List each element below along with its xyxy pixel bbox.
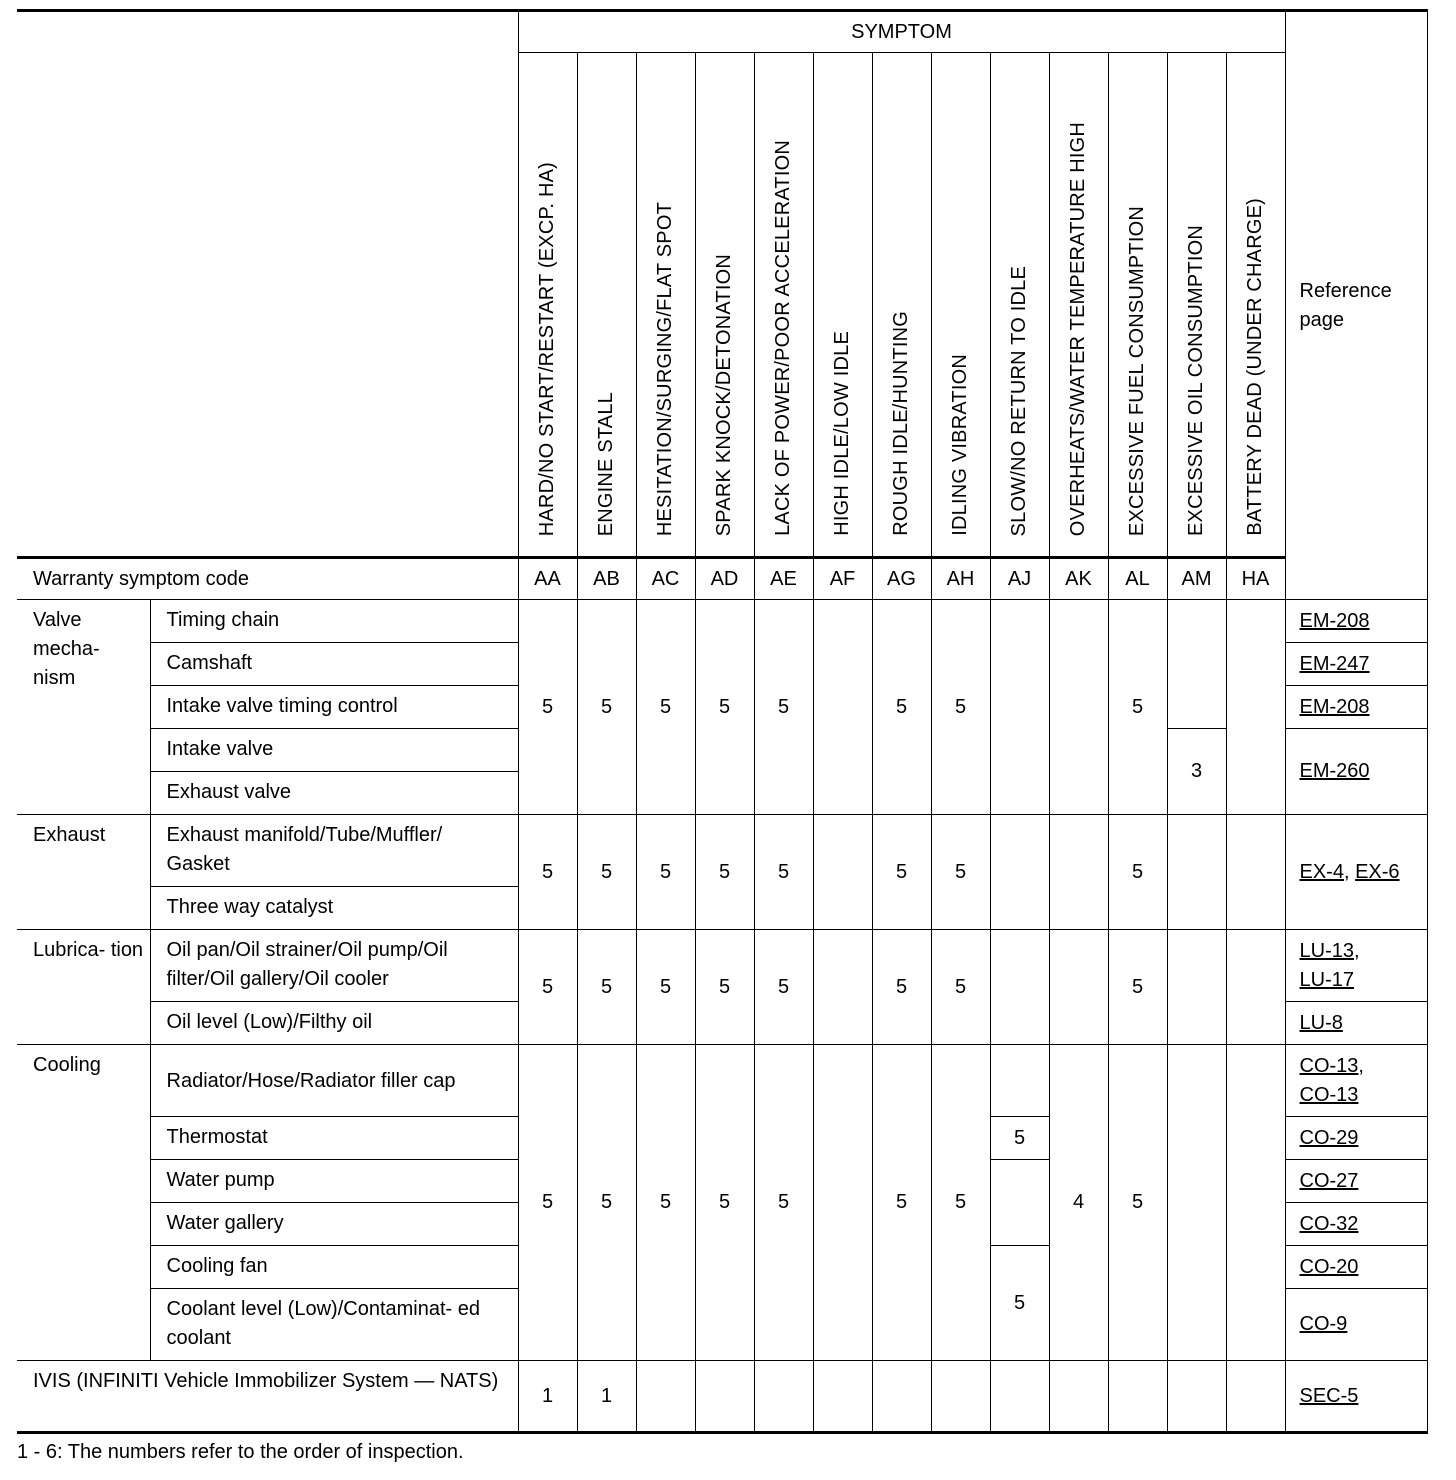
value-cell-empty bbox=[813, 1361, 872, 1433]
value-cell: 5 bbox=[931, 815, 990, 930]
value-cell: 4 bbox=[1049, 1045, 1108, 1361]
value-cell-empty bbox=[1226, 600, 1285, 815]
value-cell: 5 bbox=[695, 815, 754, 930]
category-exhaust: Exhaust bbox=[17, 815, 150, 930]
reference-page-header bbox=[1285, 11, 1427, 600]
value-cell-empty bbox=[1049, 1361, 1108, 1433]
symptom-col-ah: IDLING VIBRATION bbox=[931, 53, 990, 558]
value-cell-empty bbox=[813, 600, 872, 815]
value-cell-empty bbox=[990, 1160, 1049, 1246]
symptom-col-af: HIGH IDLE/LOW IDLE bbox=[813, 53, 872, 558]
value-cell-empty bbox=[990, 1361, 1049, 1433]
value-cell: 5 bbox=[931, 600, 990, 815]
value-cell-empty bbox=[813, 815, 872, 930]
ref-link[interactable]: CO-29 bbox=[1285, 1117, 1427, 1160]
value-cell: 5 bbox=[754, 815, 813, 930]
ref-link[interactable]: CO-20 bbox=[1285, 1246, 1427, 1289]
value-cell-empty bbox=[1226, 815, 1285, 930]
symptom-col-ha: BATTERY DEAD (UNDER CHARGE) bbox=[1226, 53, 1285, 558]
item-radiator: Radiator/Hose/Radiator filler cap bbox=[150, 1045, 518, 1117]
category-lubrication: Lubrica- tion bbox=[17, 930, 150, 1045]
ref-link[interactable]: CO-32 bbox=[1285, 1203, 1427, 1246]
item-timing-chain: Timing chain bbox=[150, 600, 518, 643]
value-cell: 5 bbox=[990, 1246, 1049, 1361]
ref-link-group: EX-4, EX-6 bbox=[1285, 815, 1427, 930]
value-cell: 5 bbox=[1108, 815, 1167, 930]
value-cell: 5 bbox=[754, 930, 813, 1045]
value-cell-empty bbox=[1167, 815, 1226, 930]
value-cell-empty bbox=[813, 1045, 872, 1361]
item-three-way-catalyst: Three way catalyst bbox=[150, 887, 518, 930]
value-cell: 5 bbox=[754, 600, 813, 815]
ref-link[interactable]: LU-8 bbox=[1285, 1002, 1427, 1045]
item-oil-level: Oil level (Low)/Filthy oil bbox=[150, 1002, 518, 1045]
ref-link[interactable]: EM-208 bbox=[1285, 600, 1427, 643]
ref-link[interactable]: EM-208 bbox=[1285, 686, 1427, 729]
warranty-code: AG bbox=[872, 558, 931, 600]
symptom-col-am: EXCESSIVE OIL CONSUMPTION bbox=[1167, 53, 1226, 558]
warranty-code: AB bbox=[577, 558, 636, 600]
symptom-col-ac: HESITATION/SURGING/FLAT SPOT bbox=[636, 53, 695, 558]
value-cell-empty bbox=[990, 815, 1049, 930]
item-camshaft: Camshaft bbox=[150, 643, 518, 686]
value-cell-empty bbox=[1226, 1361, 1285, 1433]
symptom-col-ae: LACK OF POWER/POOR ACCELERATION bbox=[754, 53, 813, 558]
value-cell: 5 bbox=[872, 600, 931, 815]
ref-link[interactable]: EX-4 bbox=[1299, 860, 1344, 883]
value-cell-empty bbox=[1049, 600, 1108, 815]
ref-link[interactable]: CO-13 bbox=[1299, 1054, 1359, 1077]
value-cell: 5 bbox=[636, 1045, 695, 1361]
ref-link[interactable]: EM-247 bbox=[1285, 643, 1427, 686]
value-cell: 5 bbox=[577, 815, 636, 930]
warranty-code: AL bbox=[1108, 558, 1167, 600]
value-cell: 5 bbox=[577, 600, 636, 815]
symptom-col-aa: HARD/NO START/RESTART (EXCP. HA) bbox=[518, 53, 577, 558]
value-cell-empty bbox=[990, 1045, 1049, 1117]
value-cell: 5 bbox=[636, 815, 695, 930]
value-cell: 5 bbox=[1108, 600, 1167, 815]
header-blank-cell bbox=[17, 11, 518, 558]
ref-link[interactable]: SEC-5 bbox=[1285, 1361, 1427, 1433]
value-cell-empty bbox=[1167, 930, 1226, 1045]
value-cell-empty bbox=[1049, 930, 1108, 1045]
value-cell-empty bbox=[1167, 1045, 1226, 1361]
warranty-code: AC bbox=[636, 558, 695, 600]
value-cell: 3 bbox=[1167, 729, 1226, 815]
footer-note: 1 - 6: The numbers refer to the order of inspection. bbox=[17, 1441, 464, 1463]
symptom-col-aj: SLOW/NO RETURN TO IDLE bbox=[990, 53, 1049, 558]
warranty-code: AM bbox=[1167, 558, 1226, 600]
value-cell: 5 bbox=[1108, 930, 1167, 1045]
warranty-code: AA bbox=[518, 558, 577, 600]
value-cell-empty bbox=[1167, 600, 1226, 729]
reference-page-label: Reference page bbox=[1299, 279, 1392, 331]
warranty-label: Warranty symptom code bbox=[17, 558, 518, 600]
value-cell: 5 bbox=[754, 1045, 813, 1361]
value-cell-empty bbox=[990, 930, 1049, 1045]
value-cell: 5 bbox=[695, 600, 754, 815]
value-cell: 5 bbox=[990, 1117, 1049, 1160]
ref-link[interactable]: EM-260 bbox=[1285, 729, 1427, 815]
value-cell-empty bbox=[990, 600, 1049, 815]
warranty-code: HA bbox=[1226, 558, 1285, 600]
warranty-code: AD bbox=[695, 558, 754, 600]
value-cell: 5 bbox=[931, 1045, 990, 1361]
item-intake-valve-timing-control: Intake valve timing control bbox=[150, 686, 518, 729]
ref-link[interactable]: LU-13 bbox=[1299, 939, 1354, 962]
warranty-code: AJ bbox=[990, 558, 1049, 600]
symptom-col-ak: OVERHEATS/WATER TEMPERATURE HIGH bbox=[1049, 53, 1108, 558]
symptom-col-ag: ROUGH IDLE/HUNTING bbox=[872, 53, 931, 558]
item-cooling-fan: Cooling fan bbox=[150, 1246, 518, 1289]
value-cell: 5 bbox=[695, 930, 754, 1045]
symptom-header: SYMPTOM bbox=[518, 11, 1285, 53]
warranty-code: AH bbox=[931, 558, 990, 600]
warranty-code: AF bbox=[813, 558, 872, 600]
value-cell: 5 bbox=[872, 815, 931, 930]
value-cell: 5 bbox=[931, 930, 990, 1045]
ref-link[interactable]: LU-17 bbox=[1299, 968, 1354, 991]
value-cell-empty bbox=[695, 1361, 754, 1433]
value-cell-empty bbox=[1226, 930, 1285, 1045]
item-oil-pan: Oil pan/Oil strainer/Oil pump/Oil filter/Oil gallery/Oil cooler bbox=[150, 930, 518, 1002]
ref-link[interactable]: CO-9 bbox=[1285, 1289, 1427, 1361]
item-coolant-level: Coolant level (Low)/Contaminat- ed coolant bbox=[150, 1289, 518, 1361]
value-cell-empty bbox=[931, 1361, 990, 1433]
value-cell: 5 bbox=[518, 1045, 577, 1361]
category-valve-mechanism: Valve mecha- nism bbox=[17, 600, 150, 815]
ref-link[interactable]: EX-6 bbox=[1355, 860, 1400, 883]
symptom-col-ad: SPARK KNOCK/DETONATION bbox=[695, 53, 754, 558]
ref-link[interactable]: CO-13 bbox=[1299, 1083, 1359, 1106]
value-cell: 5 bbox=[518, 930, 577, 1045]
value-cell-empty bbox=[813, 930, 872, 1045]
value-cell-empty bbox=[872, 1361, 931, 1433]
warranty-code: AK bbox=[1049, 558, 1108, 600]
value-cell: 5 bbox=[695, 1045, 754, 1361]
item-water-pump: Water pump bbox=[150, 1160, 518, 1203]
item-thermostat: Thermostat bbox=[150, 1117, 518, 1160]
category-cooling: Cooling bbox=[17, 1045, 150, 1361]
value-cell-empty bbox=[1226, 1045, 1285, 1361]
value-cell: 5 bbox=[518, 600, 577, 815]
value-cell-empty bbox=[1108, 1361, 1167, 1433]
value-cell: 5 bbox=[636, 930, 695, 1045]
symptom-col-al: EXCESSIVE FUEL CONSUMPTION bbox=[1108, 53, 1167, 558]
warranty-code: AE bbox=[754, 558, 813, 600]
item-intake-valve: Intake valve bbox=[150, 729, 518, 772]
value-cell-empty bbox=[636, 1361, 695, 1433]
value-cell: 5 bbox=[636, 600, 695, 815]
ref-link[interactable]: CO-27 bbox=[1285, 1160, 1427, 1203]
value-cell-empty bbox=[754, 1361, 813, 1433]
value-cell: 5 bbox=[577, 1045, 636, 1361]
value-cell: 5 bbox=[518, 815, 577, 930]
value-cell: 5 bbox=[1108, 1045, 1167, 1361]
value-cell: 1 bbox=[577, 1361, 636, 1433]
item-ivis: IVIS (INFINITI Vehicle Immobilizer System — NATS) bbox=[17, 1361, 518, 1433]
value-cell: 5 bbox=[872, 930, 931, 1045]
value-cell-empty bbox=[1049, 815, 1108, 930]
value-cell: 1 bbox=[518, 1361, 577, 1433]
symptom-matrix-table bbox=[17, 9, 1428, 1434]
ref-link-group: LU-13, LU-17 bbox=[1285, 930, 1427, 1002]
value-cell-empty bbox=[1167, 1361, 1226, 1433]
item-water-gallery: Water gallery bbox=[150, 1203, 518, 1246]
value-cell: 5 bbox=[577, 930, 636, 1045]
ref-link-group: CO-13, CO-13 bbox=[1285, 1045, 1427, 1117]
value-cell: 5 bbox=[872, 1045, 931, 1361]
item-exhaust-valve: Exhaust valve bbox=[150, 772, 518, 815]
item-exhaust-manifold: Exhaust manifold/Tube/Muffler/ Gasket bbox=[150, 815, 518, 887]
symptom-col-ab: ENGINE STALL bbox=[577, 53, 636, 558]
